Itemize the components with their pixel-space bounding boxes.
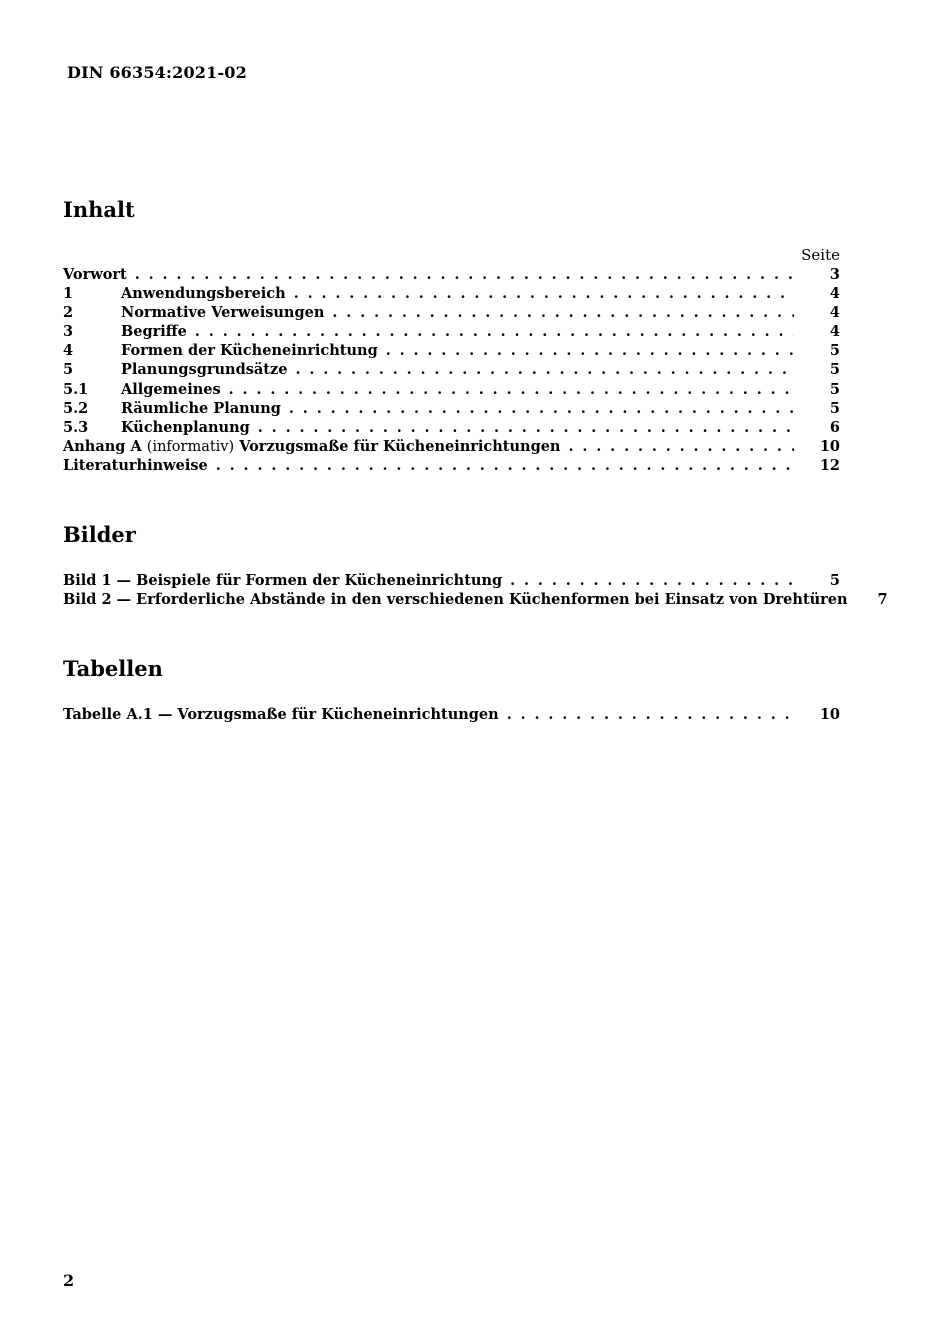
figure-entry-1[interactable] (63, 571, 840, 590)
annex-type: (informativ) (146, 438, 235, 455)
dot-leader (507, 705, 794, 724)
toc-entry-4[interactable] (63, 341, 840, 360)
page-number: 2 (63, 1271, 75, 1290)
toc-entry-number: 4 (63, 342, 74, 360)
toc-entry-title: Normative Verweisungen (121, 304, 325, 322)
toc-entry-5-3[interactable] (63, 418, 840, 437)
toc-entry-title: Vorwort (63, 266, 127, 283)
figure-entry-2[interactable] (63, 590, 888, 609)
figure-entry-title: Bild 2 — Erforderliche Abstände in den verschiedenen Küchenformen bei Einsatz von Drehtüren (63, 591, 848, 609)
toc-entry-title: Formen der Kücheneinrichtung (121, 342, 378, 360)
tables-list (63, 705, 840, 724)
toc-entry-3[interactable] (63, 322, 840, 341)
contents-heading: Inhalt (63, 197, 135, 222)
toc-entry-title: Planungsgrundsätze (121, 361, 288, 379)
dot-leader (258, 418, 794, 437)
figures-heading: Bilder (63, 522, 136, 547)
annex-title: Vorzugsmaße für Kücheneinrichtungen (239, 437, 561, 455)
toc-entry-title: Küchenplanung (121, 418, 250, 436)
table-entry-page: 10 (819, 706, 840, 723)
figure-entry-page: 5 (829, 572, 840, 589)
toc-entry-title: Begriffe (121, 323, 187, 341)
figure-entry-title: Bild 1 — Beispiele für Formen der Kücheneinrichtung (63, 572, 503, 589)
document-id: DIN 66354:2021-02 (67, 63, 247, 82)
toc-entry-page: 5 (829, 380, 840, 398)
annex-label: Anhang A (63, 437, 142, 455)
table-entry-title: Tabelle A.1 — Vorzugsmaße für Kücheneinrichtungen (63, 706, 499, 723)
toc-entry-number: 1 (63, 285, 74, 303)
toc-entry-anhang-a[interactable] (63, 437, 840, 456)
toc-entry-number: 5 (63, 361, 74, 379)
contents-list (63, 265, 840, 475)
toc-entry-title: Räumliche Planung (121, 399, 281, 417)
toc-entry-page: 4 (829, 304, 840, 322)
toc-entry-5[interactable] (63, 360, 840, 379)
toc-entry-page: 12 (819, 456, 840, 474)
toc-entry-number: 3 (63, 323, 74, 341)
toc-entry-page: 4 (829, 323, 840, 341)
dot-leader (135, 265, 794, 284)
toc-entry-title: Literaturhinweise (63, 456, 208, 474)
tables-heading: Tabellen (63, 656, 163, 681)
page-column-label: Seite (801, 246, 840, 264)
dot-leader (386, 341, 794, 360)
toc-entry-page: 6 (829, 418, 840, 436)
toc-entry-number: 5.2 (63, 399, 89, 417)
toc-entry-5-2[interactable] (63, 399, 840, 418)
toc-entry-number: 2 (63, 304, 74, 322)
toc-entry-number: 5.3 (63, 418, 89, 436)
dot-leader (510, 571, 794, 590)
dot-leader (195, 322, 794, 341)
dot-leader (332, 303, 794, 322)
toc-entry-vorwort[interactable] (63, 265, 840, 284)
figure-entry-page: 7 (877, 591, 888, 609)
toc-entry-page: 4 (829, 285, 840, 303)
table-entry-a-1[interactable] (63, 705, 840, 724)
toc-entry-page: 5 (829, 399, 840, 417)
toc-entry-literaturhinweise[interactable] (63, 456, 840, 475)
toc-entry-5-1[interactable] (63, 380, 840, 399)
toc-entry-title: Allgemeines (121, 380, 221, 398)
toc-entry-page: 5 (829, 361, 840, 379)
toc-entry-page: 5 (829, 342, 840, 360)
dot-leader (229, 380, 794, 399)
dot-leader (294, 284, 794, 303)
toc-entry-page: 3 (829, 266, 840, 283)
dot-leader (289, 399, 794, 418)
toc-entry-title (63, 437, 560, 457)
toc-entry-2[interactable] (63, 303, 840, 322)
dot-leader (295, 360, 794, 379)
toc-entry-1[interactable] (63, 284, 840, 303)
toc-entry-title: Anwendungsbereich (121, 285, 286, 303)
toc-entry-page: 10 (819, 437, 840, 455)
dot-leader (216, 456, 794, 475)
dot-leader (568, 437, 794, 456)
toc-entry-number: 5.1 (63, 380, 89, 398)
figures-list (63, 571, 888, 609)
